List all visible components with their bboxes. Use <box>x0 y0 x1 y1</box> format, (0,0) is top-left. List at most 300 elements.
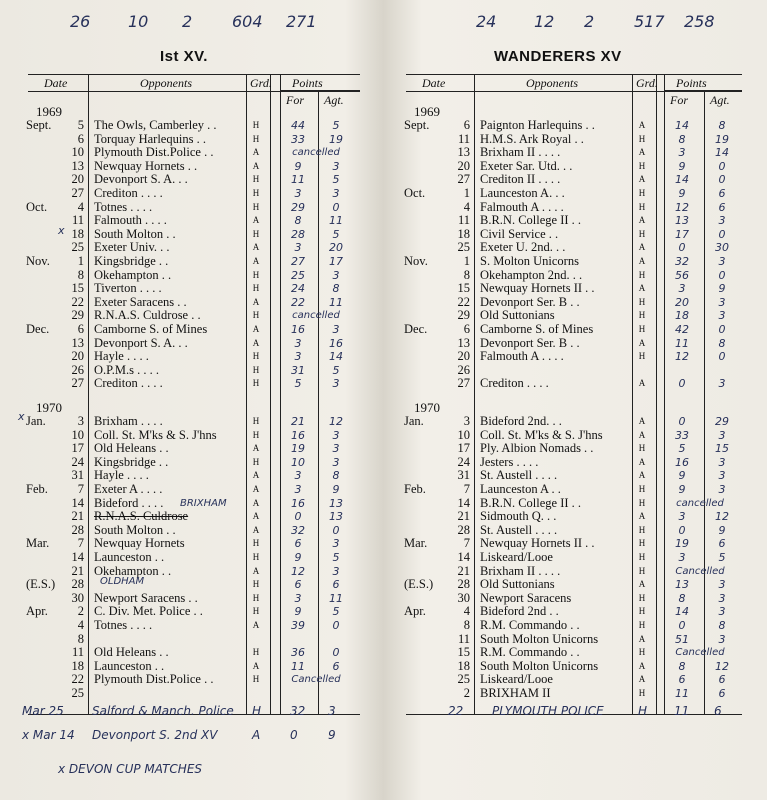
fixture-row <box>0 187 383 200</box>
fixture-day: 27 <box>457 376 470 391</box>
season-year: 1969 <box>414 104 440 119</box>
fixture-ground: A <box>252 524 260 535</box>
points-against: 8 <box>332 469 340 483</box>
fixture-day: 14 <box>457 550 470 564</box>
fixture-day: 21 <box>457 509 470 524</box>
fixture-opponent: Newquay Hornets <box>94 536 185 551</box>
fixture-row <box>0 605 383 618</box>
points-against: 14 <box>329 350 343 364</box>
points-against: 9 <box>332 483 340 496</box>
fixture-day: 10 <box>71 145 84 160</box>
points-for: 9 <box>678 469 686 483</box>
points-for: 3 <box>294 187 302 200</box>
fixture-day: 24 <box>71 454 84 469</box>
fixture-ground: A <box>638 256 646 266</box>
season-total-figure: 10 <box>128 12 149 31</box>
fixture-ground: A <box>638 633 646 644</box>
points-for: 29 <box>291 200 305 214</box>
fixture-row <box>386 255 767 268</box>
points-for: 6 <box>294 537 302 551</box>
points-for: 3 <box>294 336 302 350</box>
points-for: Cancelled <box>675 647 725 659</box>
fixture-ground: H <box>252 538 260 549</box>
date-column-header: Date <box>44 76 68 90</box>
fixture-ground: H <box>638 133 646 144</box>
fixture-day: 11 <box>457 631 470 646</box>
fixture-row <box>0 323 383 336</box>
fixture-day: 15 <box>71 281 84 296</box>
points-against: 19 <box>715 132 729 146</box>
points-for: 5 <box>294 377 302 391</box>
fixture-opponent: Launceston A. . . <box>480 186 565 200</box>
fixture-day: 27 <box>457 172 470 187</box>
fixture-opponent: O.P.M.s . . . . <box>94 362 159 377</box>
fixture-row <box>386 241 767 254</box>
fixture-opponent: R.M. Commando . . <box>480 645 580 660</box>
fixture-ground: A <box>638 337 646 348</box>
header-bottom-rule <box>28 91 360 92</box>
fixture-opponent: Totnes . . . . <box>94 199 153 214</box>
fixture-ground: A <box>638 120 646 130</box>
fixture-ground: H <box>638 592 646 603</box>
points-for: 12 <box>675 200 689 214</box>
points-against: 9 <box>718 282 726 296</box>
fixture-opponent: Hayle . . . . <box>94 349 149 364</box>
fixture-opponent: Hayle . . . . <box>94 468 149 483</box>
points-for: Cancelled <box>675 565 725 577</box>
fixture-day: 20 <box>71 349 84 364</box>
points-for: 33 <box>291 132 305 146</box>
points-for: 32 <box>675 255 689 268</box>
fixture-row <box>0 415 383 428</box>
points-against: 6 <box>332 659 340 673</box>
points-for: 31 <box>291 363 305 377</box>
fixture-day: 8 <box>77 267 84 282</box>
fixture-day: 7 <box>463 536 470 551</box>
fixture-day: 25 <box>457 672 470 687</box>
fixture-day: 25 <box>71 686 84 700</box>
fixture-row <box>0 592 383 605</box>
fixture-row <box>386 673 767 686</box>
fixture-row <box>386 483 767 496</box>
fixture-opponent: The Owls, Camberley . . <box>94 118 217 132</box>
fixture-ground: H <box>638 160 646 171</box>
fixture-day: 2 <box>463 686 470 700</box>
fixture-ground: A <box>638 215 646 226</box>
wanderers-xv-page <box>386 0 767 800</box>
fixture-ground: A <box>252 160 260 171</box>
fixture-month: Oct. <box>26 199 48 214</box>
fixture-ground: A <box>252 296 260 307</box>
fixture-row <box>386 323 767 336</box>
fixture-row <box>386 364 767 377</box>
points-for: 24 <box>291 282 305 296</box>
fixture-ground: H <box>252 647 260 658</box>
fixture-opponent: Launceston . . <box>94 658 165 673</box>
fixture-row <box>0 524 383 537</box>
fixture-ground: H <box>252 174 260 185</box>
fixture-day: 4 <box>77 618 84 632</box>
fixture-opponent: Plymouth Dist.Police . . <box>94 672 214 687</box>
points-against: 13 <box>329 496 343 510</box>
fixture-opponent: Bideford 2nd . . <box>480 604 559 619</box>
fixture-ground: H <box>252 378 260 389</box>
points-against: 0 <box>332 619 340 632</box>
fixture-opponent: Kingsbridge . . <box>94 454 169 469</box>
fixture-row <box>0 309 383 322</box>
points-for: 3 <box>678 510 686 524</box>
fixture-row <box>0 377 383 390</box>
fixture-ground: H <box>638 647 646 658</box>
fixture-day: 30 <box>457 590 470 605</box>
devon-cup-mark: x <box>18 410 25 423</box>
points-against: 3 <box>332 377 340 391</box>
points-for: 9 <box>678 187 686 200</box>
handwritten-points-against: 9 <box>328 728 336 742</box>
fixture-opponent: Exeter U. 2nd. . . <box>480 240 566 255</box>
points-for: 3 <box>294 469 302 483</box>
fixture-opponent: Liskeard/Looe <box>480 672 553 687</box>
fixture-ground: A <box>252 337 260 348</box>
fixture-ground: H <box>638 296 646 307</box>
points-against: 3 <box>718 483 726 496</box>
fixture-day: 22 <box>71 672 84 687</box>
fixture-month: Apr. <box>404 604 426 619</box>
fixture-opponent: Exeter Sar. Utd. . . <box>480 158 573 173</box>
points-for: 9 <box>294 551 302 564</box>
fixture-day: 21 <box>71 563 84 578</box>
fixture-opponent: Falmouth A . . . . <box>480 349 564 364</box>
fixture-ground: H <box>638 565 646 576</box>
fixture-row <box>0 483 383 496</box>
fixture-month: Jan. <box>404 414 424 428</box>
handwritten-fixture-ground: H <box>252 704 262 718</box>
fixture-month: Feb. <box>26 482 48 496</box>
season-total-figure: 24 <box>476 12 497 31</box>
points-for: 13 <box>675 578 689 592</box>
fixture-row <box>0 350 383 363</box>
fixture-day: 8 <box>463 267 470 282</box>
points-against: 6 <box>718 687 726 700</box>
fixture-opponent: Bideford . . . . <box>94 495 164 510</box>
fixture-opponent: S. Molton Unicorns <box>480 254 579 268</box>
fixture-month: (E.S.) <box>26 577 56 592</box>
fixture-day: 11 <box>457 213 470 228</box>
points-against: 29 <box>715 415 729 428</box>
fixture-day: 17 <box>71 441 84 456</box>
fixture-row <box>0 442 383 455</box>
fixture-opponent: South Molton Unicorns <box>480 631 599 646</box>
points-against: 8 <box>332 282 340 296</box>
fixture-row <box>386 309 767 322</box>
fixture-opponent: Brixham II . . . . <box>480 145 561 160</box>
fixture-opponent: B.R.N. College II . . <box>480 495 582 510</box>
points-against: 11 <box>329 591 343 605</box>
points-for: 10 <box>291 455 305 469</box>
fixture-day: 1 <box>463 186 470 200</box>
fixture-day: 17 <box>457 441 470 456</box>
fixture-row <box>386 214 767 227</box>
fixture-ground: H <box>252 579 260 590</box>
points-against: 6 <box>332 578 340 592</box>
points-for: 0 <box>678 377 686 391</box>
fixture-day: 22 <box>71 294 84 309</box>
fixture-opponent: Coll. St. M'ks & S. J'hns <box>94 427 217 442</box>
points-against: 3 <box>718 469 726 483</box>
fixture-ground: A <box>638 416 646 426</box>
fixture-opponent: Torquay Harlequins . . <box>94 131 206 146</box>
fixture-day: 20 <box>457 349 470 364</box>
points-for: 36 <box>291 646 305 660</box>
fixture-ground: A <box>252 256 260 266</box>
fixture-day: 31 <box>71 468 84 483</box>
fixture-ground: A <box>638 470 646 481</box>
fixture-month: Dec. <box>404 322 428 336</box>
fixture-row <box>386 687 767 700</box>
points-against: 5 <box>332 227 340 241</box>
fixture-month: Apr. <box>26 604 48 619</box>
points-for: 3 <box>678 282 686 296</box>
fixture-month: Mar. <box>404 536 428 551</box>
fixture-opponent: Exeter Saracens . . <box>94 294 187 309</box>
points-for: 16 <box>291 428 305 442</box>
season-total-figure: 517 <box>634 12 665 31</box>
fixture-opponent: H.M.S. Ark Royal . . <box>480 131 584 146</box>
handwritten-brixham-note: BRIXHAM <box>180 498 227 509</box>
fixture-ground: H <box>252 269 260 280</box>
fixture-ground: A <box>252 242 260 253</box>
points-against: 9 <box>718 523 726 537</box>
points-against: 5 <box>332 605 340 619</box>
fixture-row <box>0 160 383 173</box>
fixture-ground: A <box>638 456 646 467</box>
fixture-opponent: Jesters . . . . <box>480 454 539 469</box>
fixture-row <box>0 469 383 482</box>
points-for: 3 <box>678 551 686 564</box>
points-against: 3 <box>718 578 726 592</box>
handwritten-fixture-opponent: Devonport S. 2nd XV <box>92 728 218 742</box>
points-for: 18 <box>675 309 689 323</box>
fixture-opponent: R.M. Commando . . <box>480 618 580 632</box>
points-for: 0 <box>678 619 686 632</box>
fixture-day: 25 <box>457 240 470 255</box>
fixture-ground: H <box>252 674 260 685</box>
handwritten-fixture-ground: H <box>638 704 648 718</box>
fixture-row <box>386 377 767 390</box>
season-year: 1969 <box>36 104 62 119</box>
fixture-ground: H <box>638 324 646 334</box>
season-total-figure: 604 <box>232 12 263 31</box>
fixture-day: 14 <box>457 495 470 510</box>
fixture-ground: H <box>252 364 260 375</box>
points-against: 19 <box>329 132 343 146</box>
fixture-day: 1 <box>463 254 470 268</box>
fixture-ground: A <box>252 324 260 334</box>
for-column-header: For <box>286 93 304 107</box>
fixture-opponent: Old Heleans . . <box>94 645 169 660</box>
fixture-opponent: Tiverton . . . . <box>94 281 162 296</box>
fixture-row <box>386 415 767 428</box>
fixture-opponent: Newquay Hornets II . . <box>480 281 595 296</box>
fixture-day: 14 <box>71 550 84 564</box>
fixture-day: 11 <box>71 645 84 660</box>
fixture-ground: H <box>638 552 646 562</box>
header-top-rule <box>406 74 742 75</box>
fixture-row <box>386 146 767 159</box>
fixture-opponent: Kingsbridge . . <box>94 254 169 268</box>
fixture-day: 8 <box>463 618 470 632</box>
fixture-day: 11 <box>457 131 470 146</box>
fixture-day: 18 <box>71 658 84 673</box>
points-against: 3 <box>718 255 726 268</box>
fixture-opponent: Camborne S. of Mines <box>94 322 208 336</box>
fixture-day: 2 <box>77 604 84 619</box>
fixture-row <box>0 269 383 282</box>
fixture-row <box>386 605 767 618</box>
fixture-row <box>0 537 383 550</box>
points-against: 12 <box>329 415 343 428</box>
fixture-ground: H <box>252 133 260 144</box>
first-xv-page <box>0 0 383 800</box>
fixture-row <box>0 282 383 295</box>
fixture-day: 21 <box>457 563 470 578</box>
points-against: 3 <box>332 455 340 469</box>
points-for: 6 <box>294 578 302 592</box>
fixture-opponent: St. Austell . . . . <box>480 468 558 483</box>
points-for: 19 <box>291 442 305 456</box>
fixture-ground: H <box>638 484 646 494</box>
fixture-row <box>0 687 383 700</box>
for-column-header: For <box>670 93 688 107</box>
fixture-ground: H <box>638 538 646 549</box>
fixture-row <box>386 537 767 550</box>
fixture-day: 4 <box>463 199 470 214</box>
fixture-ground: H <box>638 524 646 535</box>
points-against: 3 <box>718 295 726 309</box>
fixture-month: Sept. <box>26 118 52 132</box>
points-against: 3 <box>332 323 340 336</box>
fixture-opponent: Bideford 2nd. . . <box>480 414 562 428</box>
fixture-day: 25 <box>71 240 84 255</box>
season-total-figure: 26 <box>70 12 91 31</box>
header-top-rule <box>28 74 360 75</box>
fixture-ground: A <box>638 429 646 440</box>
fixture-day: 6 <box>77 322 84 336</box>
fixture-row <box>0 673 383 686</box>
fixture-opponent: Coll. St. M'ks & S. J'hns <box>480 427 603 442</box>
fixture-day: 30 <box>71 590 84 605</box>
points-against: 14 <box>715 146 729 160</box>
points-for: 33 <box>675 428 689 442</box>
points-for: 44 <box>291 119 305 132</box>
handwritten-points-for: 11 <box>674 704 690 718</box>
points-for: 3 <box>294 241 302 255</box>
fixture-ground: A <box>638 674 646 685</box>
fixture-row <box>386 551 767 564</box>
points-against: 30 <box>715 241 729 255</box>
points-against: 8 <box>718 119 726 132</box>
fixture-opponent: Newquay Hornets II . . <box>480 536 595 551</box>
fixture-day: 13 <box>71 158 84 173</box>
points-for: 32 <box>291 523 305 537</box>
fixture-month: Nov. <box>404 254 428 268</box>
points-for: 14 <box>675 605 689 619</box>
fixture-ground: H <box>252 456 260 467</box>
fixture-opponent: Devonport S. A. . . <box>94 172 188 187</box>
points-against: 3 <box>718 214 726 228</box>
points-for: 5 <box>678 442 686 456</box>
fixture-row <box>386 201 767 214</box>
points-for: 56 <box>675 268 689 282</box>
fixture-row <box>0 119 383 132</box>
handwritten-oldham-note: OLDHAM <box>100 576 145 587</box>
fixture-ground: H <box>252 592 260 603</box>
fixture-row <box>0 146 383 159</box>
points-for: 12 <box>291 564 305 578</box>
fixture-row <box>386 510 767 523</box>
fixture-ground: H <box>252 552 260 562</box>
fixture-opponent: Old Suttonians <box>480 577 555 592</box>
points-against: 6 <box>718 673 726 687</box>
handwritten-points-against: 6 <box>714 704 722 718</box>
fixture-row <box>386 633 767 646</box>
points-against: 3 <box>332 187 340 200</box>
points-for: 22 <box>291 295 305 309</box>
points-column-header: Points <box>676 76 707 90</box>
fixture-opponent: Devonport Ser. B . . <box>480 335 580 350</box>
fixture-ground: H <box>252 416 260 426</box>
fixture-ground: A <box>252 497 260 508</box>
fixture-month: Dec. <box>26 322 50 336</box>
fixture-ground: H <box>638 443 646 454</box>
fixture-ground: H <box>638 606 646 617</box>
fixture-row <box>0 619 383 632</box>
fixture-opponent: Exeter Univ. . . <box>94 240 170 255</box>
fixture-day: 21 <box>71 509 84 524</box>
fixture-opponent: Paignton Harlequins . . <box>480 118 595 132</box>
points-for: 11 <box>675 336 689 350</box>
fixture-day: 7 <box>77 536 84 551</box>
fixture-row <box>0 510 383 523</box>
points-against: 3 <box>332 268 340 282</box>
points-for: 0 <box>678 241 686 255</box>
fixture-ground: H <box>252 351 260 362</box>
points-against: 16 <box>329 336 343 350</box>
fixture-ground: H <box>638 351 646 362</box>
fixture-row <box>386 619 767 632</box>
fixture-day: 28 <box>71 522 84 537</box>
fixture-day: 26 <box>71 362 84 377</box>
fixture-day: 4 <box>77 199 84 214</box>
points-for: cancelled <box>292 310 340 322</box>
fixture-row <box>0 364 383 377</box>
points-for: cancelled <box>292 147 340 159</box>
fixture-row <box>0 633 383 646</box>
points-for: 3 <box>678 146 686 160</box>
fixture-opponent: Ply. Albion Nomads . . <box>480 441 594 456</box>
fixture-row <box>386 456 767 469</box>
fixture-ground: H <box>252 120 260 130</box>
points-for: 11 <box>675 687 689 700</box>
fixture-ground: A <box>252 511 260 522</box>
fixture-row <box>386 160 767 173</box>
fixture-ground: H <box>252 201 260 212</box>
page-title: WANDERERS XV <box>494 48 622 65</box>
against-column-header: Agt. <box>324 93 344 107</box>
handwritten-points-for: 32 <box>290 704 306 718</box>
fixture-day: 13 <box>457 335 470 350</box>
fixture-ground: A <box>252 470 260 481</box>
